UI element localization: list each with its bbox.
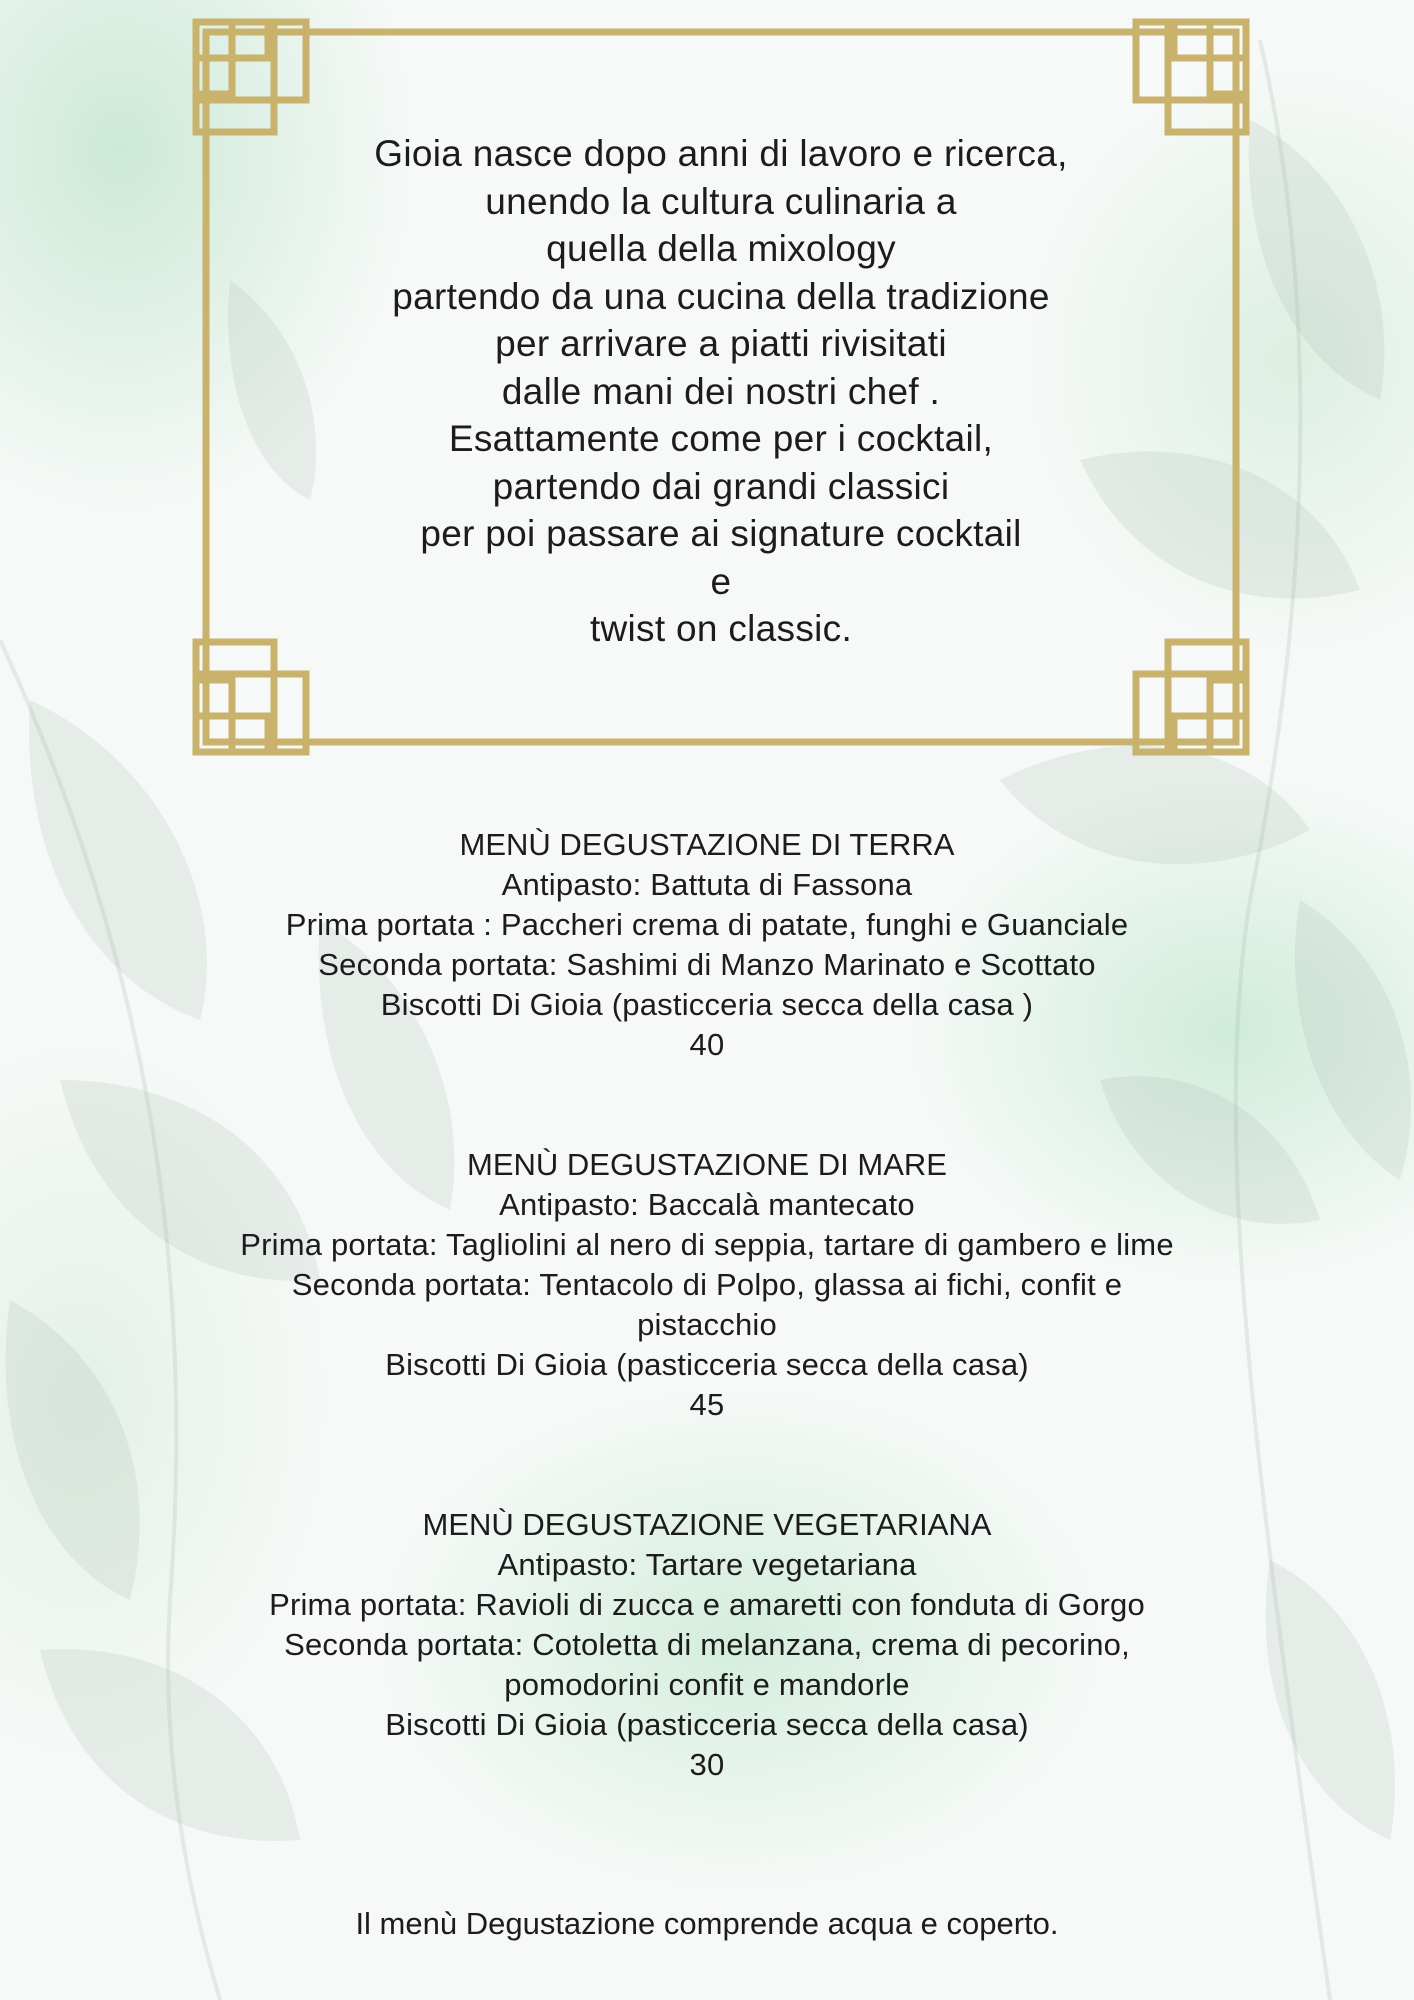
menu-course: Prima portata : Paccheri crema di patate, funghi e Guanciale (285, 907, 1129, 942)
menu-price: 30 (689, 1747, 725, 1782)
intro-line: quella della mixology (546, 228, 896, 269)
menu-title: MENÙ DEGUSTAZIONE DI TERRA (459, 827, 955, 862)
intro-line: unendo la cultura culinaria a (485, 180, 957, 222)
intro-line: Esattamente come per i cocktail, (448, 418, 994, 459)
footer-note: Il menù Degustazione comprende acqua e coperto. (355, 1906, 1059, 1941)
menu-title: MENÙ DEGUSTAZIONE DI MARE (467, 1147, 947, 1182)
menu-price: 45 (689, 1387, 725, 1422)
menu-course: Antipasto: Baccalà mantecato (499, 1187, 915, 1222)
menu-course: Biscotti Di Gioia (pasticceria secca della casa) (385, 1707, 1029, 1742)
intro-line: partendo dai grandi classici (492, 465, 950, 507)
menu-course: Seconda portata: Sashimi di Manzo Marinato e Scottato (318, 947, 1096, 982)
intro-line: partendo da una cucina della tradizione (392, 275, 1050, 317)
menu-course: Antipasto: Tartare vegetariana (497, 1547, 917, 1582)
menu-mare (60, 1145, 1354, 1425)
menu-course: Seconda portata: Tentacolo di Polpo, glassa ai fichi, confit e (291, 1267, 1123, 1302)
menu-course: pistacchio (637, 1307, 777, 1342)
menu-course: Prima portata: Ravioli di zucca e amaretti con fonduta di Gorgo (269, 1587, 1145, 1622)
intro-line: per arrivare a piatti rivisitati (495, 323, 947, 364)
menu-price: 40 (689, 1027, 725, 1062)
menu-course: pomodorini confit e mandorle (504, 1667, 910, 1702)
intro-line: e (710, 560, 732, 602)
menu-course: Antipasto: Battuta di Fassona (501, 867, 913, 902)
intro-line: per poi passare ai signature cocktail (420, 513, 1022, 554)
intro-line: Gioia nasce dopo anni di lavoro e ricerca, (374, 133, 1068, 174)
menu-course: Biscotti Di Gioia (pasticceria secca della casa ) (380, 987, 1034, 1022)
menu-course: Biscotti Di Gioia (pasticceria secca della casa) (385, 1347, 1029, 1382)
menu-course: Seconda portata: Cotoletta di melanzana, crema di pecorino, (284, 1627, 1130, 1662)
intro-line: twist on classic. (589, 608, 853, 649)
menu-terra (60, 825, 1354, 1065)
menu-course: Prima portata: Tagliolini al nero di seppia, tartare di gambero e lime (240, 1227, 1174, 1262)
menu-title: MENÙ DEGUSTAZIONE VEGETARIANA (422, 1507, 992, 1542)
intro-line: dalle mani dei nostri chef . (501, 370, 941, 412)
menu-vegetariana (60, 1505, 1354, 1785)
intro-text (192, 130, 1250, 653)
